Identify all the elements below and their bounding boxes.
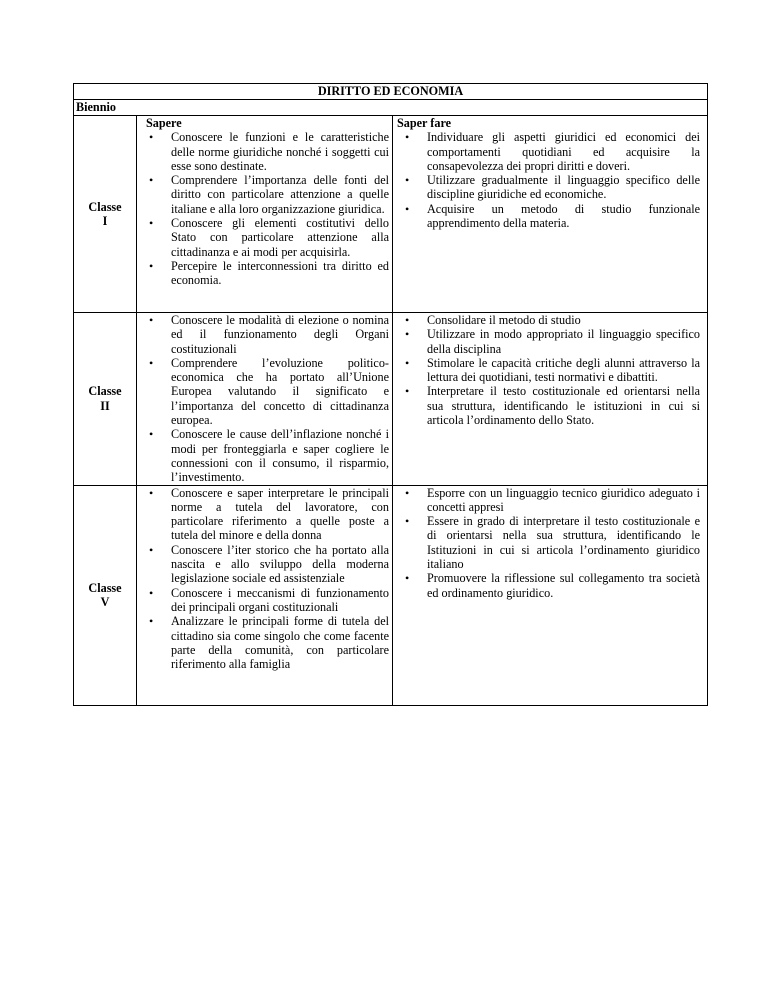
section-label: Biennio: [74, 100, 708, 116]
saper-fare-list: [393, 130, 707, 230]
class-number: V: [100, 595, 110, 610]
list-item: • Utilizzare in modo appropriato il linguaggio specifico della disciplina: [393, 327, 707, 356]
sapere-list: [137, 486, 392, 672]
list-item: • Conoscere gli elementi costitutivi dello Stato con particolare attenzione alla cittadinanza e ai modi per acquisirla.: [137, 216, 392, 259]
table-title: DIRITTO ED ECONOMIA: [74, 84, 708, 100]
class-label-cell: [74, 485, 137, 705]
class-label-cell: [74, 313, 137, 486]
title-row: [74, 84, 708, 100]
sapere-list: [137, 313, 392, 485]
list-item: • Utilizzare gradualmente il linguaggio specifico delle discipline giuridiche ed economiche.: [393, 173, 707, 202]
sapere-header: Sapere: [146, 116, 182, 130]
sapere-list: [137, 130, 392, 287]
list-item: • Interpretare il testo costituzionale ed orientarsi nella sua struttura, identificando le istituzioni in cui si articola l’ordinamento dello Stato.: [393, 384, 707, 427]
sapere-cell: [137, 485, 393, 705]
list-item: • Conoscere l’iter storico che ha portato alla nascita e allo sviluppo della moderna legislazione sociale ed assistenziale: [137, 543, 392, 586]
class-label-cell: [74, 116, 137, 313]
sapere-cell: [137, 313, 393, 486]
sapere-cell: [137, 116, 393, 313]
table-row: [74, 485, 708, 705]
list-item: • Percepire le interconnessioni tra diritto ed economia.: [137, 259, 392, 288]
list-item: • Conoscere le funzioni e le caratteristiche delle norme giuridiche nonché i soggetti cui esse sono destinate.: [137, 130, 392, 173]
saper-fare-list: [393, 486, 707, 600]
list-item: • Esporre con un linguaggio tecnico giuridico adeguato i concetti appresi: [393, 486, 707, 515]
saper-fare-list: [393, 313, 707, 427]
section-row: [74, 100, 708, 116]
list-item: • Analizzare le principali forme di tutela del cittadino sia come singolo che come facente parte della comunità, con particolare riferimento alla famiglia: [137, 614, 392, 671]
list-item: • Conoscere i meccanismi di funzionamento dei principali organi costituzionali: [137, 586, 392, 615]
list-item: • Acquisire un metodo di studio funzionale apprendimento della materia.: [393, 202, 707, 231]
table-row: [74, 116, 708, 313]
list-item: • Conoscere le cause dell’inflazione nonché i modi per fronteggiarla e saper cogliere le connessioni con il consumo, il risparmio, l’investimento.: [137, 427, 392, 484]
class-word: Classe: [88, 580, 122, 595]
list-item: • Consolidare il metodo di studio: [393, 313, 707, 327]
class-word: Classe: [88, 199, 122, 214]
list-item: • Essere in grado di interpretare il testo costituzionale e di orientarsi nella sua struttura, identificando le Istituzioni in cui si articola l’ordinamento giuridico italiano: [393, 514, 707, 571]
list-item: • Comprendere l’importanza delle fonti del diritto con particolare attenzione a quelle italiane e alla loro organizzazione giuridica.: [137, 173, 392, 216]
table-row: [74, 313, 708, 486]
class-word: Classe: [88, 384, 122, 399]
class-number: II: [100, 398, 110, 413]
saper-fare-header: Saper fare: [397, 116, 452, 130]
curriculum-table: [73, 83, 708, 706]
list-item: • Stimolare le capacità critiche degli alunni attraverso la lettura dei quotidiani, testi normativi e dibattiti.: [393, 356, 707, 385]
class-number: I: [102, 214, 108, 228]
list-item: • Individuare gli aspetti giuridici ed economici dei comportamenti quotidiani ed acquisire la consapevolezza dei propri diritti e doveri.: [393, 130, 707, 173]
saper-fare-cell: [393, 313, 708, 486]
saper-fare-cell: [393, 116, 708, 313]
list-item: • Conoscere e saper interpretare le principali norme a tutela del lavoratore, con particolare riferimento a quelle poste a tutela del minore e della donna: [137, 486, 392, 543]
list-item: • Comprendere l’evoluzione politico-economica che ha portato all’Unione Europea valutando il significato e l’importanza del concetto di cittadinanza europea.: [137, 356, 392, 427]
saper-fare-cell: [393, 485, 708, 705]
list-item: • Promuovere la riflessione sul collegamento tra società ed ordinamento giuridico.: [393, 571, 707, 600]
list-item: • Conoscere le modalità di elezione o nomina ed il funzionamento degli Organi costituzionali: [137, 313, 392, 356]
